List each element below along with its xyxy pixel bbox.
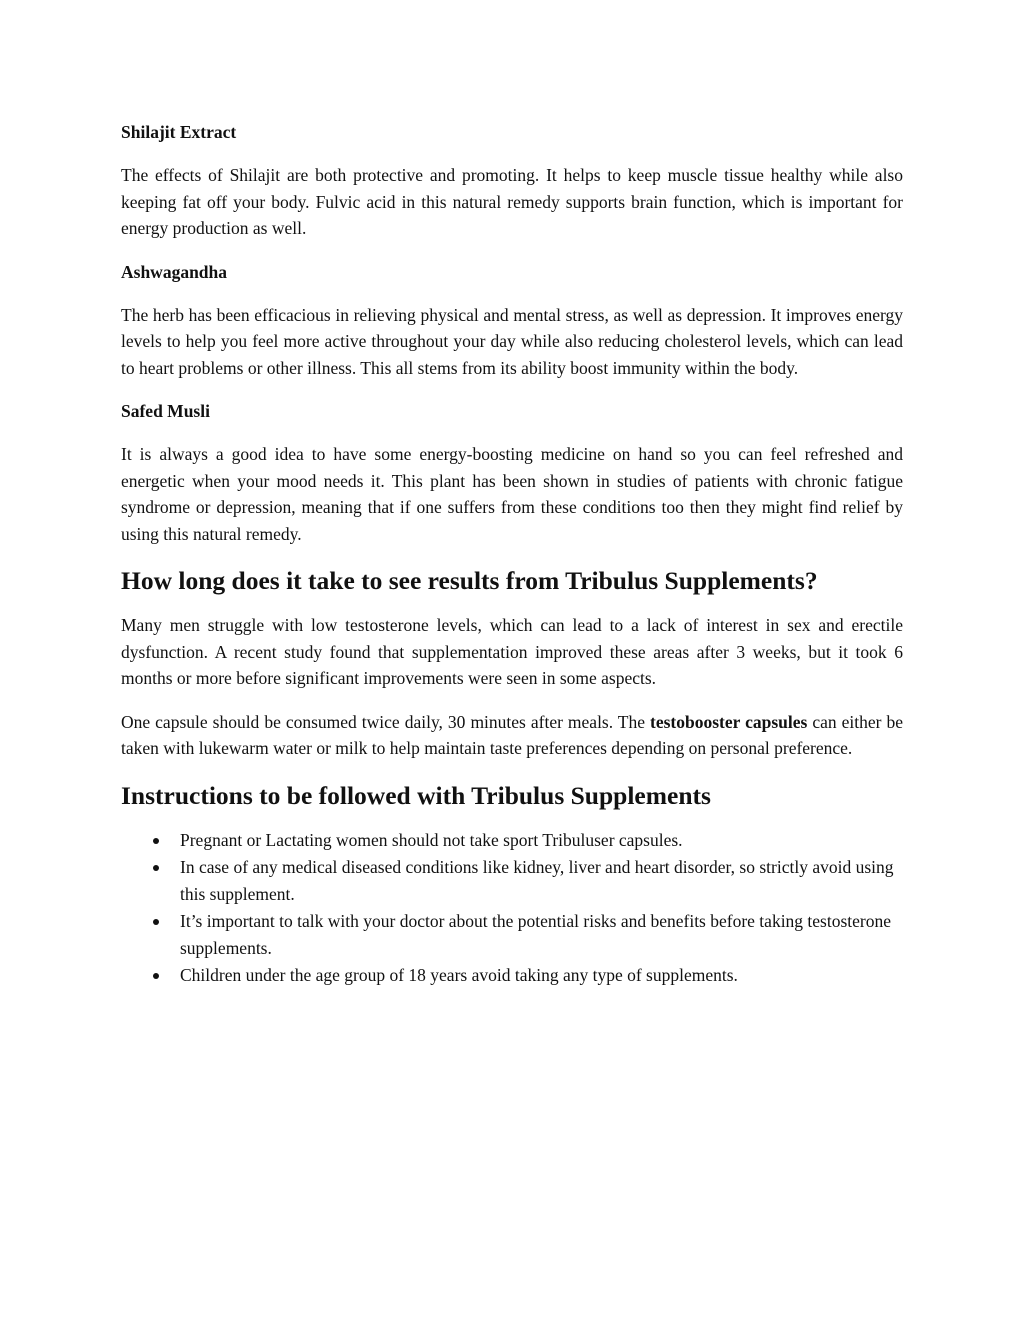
instructions-list (121, 827, 903, 989)
list-item (121, 854, 903, 907)
section-heading-safed-musli: Safed Musli (121, 401, 210, 421)
list-item-text: In case of any medical diseased conditions like kidney, liver and heart disorder, so strictly avoid using this supplement. (180, 857, 894, 904)
results-heading: How long does it take to see results from Tribulus Supplements? (121, 566, 818, 595)
section-body-safed-musli: It is always a good idea to have some energy-boosting medicine on hand so you can feel refreshed and energetic when your mood needs it. This plant has been shown in studies of patients with chronic fatigue syndrome or depression, meaning that if one suffers from these conditions too then they might find relief by using this natural remedy. (121, 444, 903, 544)
dosage-text: One capsule should be consumed twice daily, 30 minutes after meals. The (121, 711, 651, 732)
bullet-icon (153, 838, 159, 844)
list-item-text: Children under the age group of 18 years avoid taking any type of supplements. (180, 965, 738, 985)
list-item (121, 827, 903, 854)
section-body-shilajit: The effects of Shilajit are both protective and promoting. It helps to keep muscle tissue healthy while also keeping fat off your body. Fulvic acid in this natural remedy supports brain function, which is important for energy production as well. (121, 165, 903, 238)
results-paragraph-2 (121, 709, 903, 762)
section-body-ashwagandha: The herb has been efficacious in relieving physical and mental stress, as well as depression. It improves energy levels to help you feel more active throughout your day while also reducing cholesterol levels, which can lead to heart problems or other illness. This all stems from its ability boost immunity within the body. (121, 304, 903, 378)
bullet-icon (153, 865, 159, 871)
results-paragraph-1: Many men struggle with low testosterone levels, which can lead to a lack of interest in sex and erectile dysfunction. A recent study found that supplementation improved these areas after 3 weeks, but it took 6 months or more before significant improvements were seen in some aspects. (121, 615, 903, 688)
bullet-icon (153, 919, 159, 925)
list-item (121, 962, 903, 989)
list-item-text: Pregnant or Lactating women should not take sport Tribuluser capsules. (180, 829, 683, 850)
section-heading-ashwagandha: Ashwagandha (121, 261, 228, 282)
dosage-text-continued: can either be taken with lukewarm water or milk to help maintain taste preferences depending on personal preference. (121, 711, 903, 758)
list-item-text: It’s important to talk with your doctor about the potential risks and benefits before taking testosterone supplements. (180, 911, 892, 958)
list-item (121, 908, 903, 961)
testobooster-capsules-term: testobooster capsules (650, 711, 808, 732)
section-heading-shilajit: Shilajit Extract (121, 122, 237, 142)
bullet-icon (153, 973, 159, 979)
document-page (121, 119, 903, 990)
instructions-heading: Instructions to be followed with Tribulus Supplements (121, 780, 711, 810)
